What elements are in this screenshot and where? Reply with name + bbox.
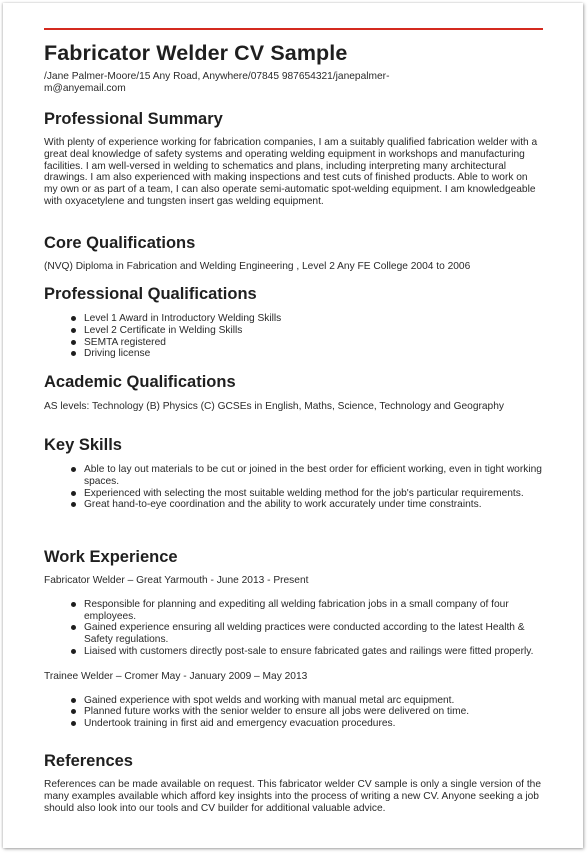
cv-title: Fabricator Welder CV Sample <box>44 41 348 65</box>
professional-section <box>44 284 543 360</box>
summary-section <box>44 109 543 208</box>
job-title: Fabricator Welder – Great Yarmouth - June 2013 - Present <box>44 575 309 586</box>
list-item: Responsible for planning and expediting all welding fabrication jobs in a small company of four employees. <box>84 599 543 623</box>
list-item: Experienced with selecting the most suitable welding method for the job's particular requirements. <box>84 488 543 500</box>
work-section <box>44 547 543 730</box>
cv-page <box>3 3 583 848</box>
job-duties-list <box>44 599 543 658</box>
job-duties-list <box>44 695 543 730</box>
skills-section <box>44 435 543 511</box>
references-section <box>44 751 543 814</box>
list-item: Gained experience ensuring all welding practices were conducted according to the latest Health & Safety regulations. <box>84 622 543 646</box>
professional-heading: Professional Qualifications <box>44 285 257 303</box>
list-item: Liaised with customers directly post-sale to ensure fabricated gates and railings were fitted properly. <box>84 646 543 658</box>
core-section <box>44 233 543 273</box>
list-item: Able to lay out materials to be cut or joined in the best order for efficient working, even in tight working spaces. <box>84 464 542 487</box>
list-item: Undertook training in first aid and emergency evacuation procedures. <box>84 718 543 730</box>
academic-section <box>44 372 543 413</box>
skills-list <box>44 464 543 511</box>
summary-text: With plenty of experience working for fabrication companies, I am a suitably qualified fabrication welder with a great deal knowledge of safety systems and operating welding equipment in workshops and manufacturing facilities. I am well-versed in welding to schematics and plans, including interpreting many architectural drawings. I am also experienced with making inspections and test cuts of finished products. Able to work on my own or as part of a team, I can also operate semi-automatic spot-welding equipment. I am knowledgeable with oxyacetylene and tungsten insert gas welding equipment. <box>44 137 538 207</box>
list-item: SEMTA registered <box>84 337 543 349</box>
list-item: Great hand-to-eye coordination and the ability to work accurately under time constraints. <box>84 499 543 511</box>
work-heading: Work Experience <box>44 548 178 566</box>
job-title: Trainee Welder – Cromer May - January 2009 – May 2013 <box>44 670 308 682</box>
top-accent-rule <box>44 28 543 30</box>
contact-line: /Jane Palmer-Moore/15 Any Road, Anywhere/07845 987654321/janepalmer-m@anyemail.com <box>44 71 390 95</box>
core-text: (NVQ) Diploma in Fabrication and Welding Engineering , Level 2 Any FE College 2004 to 2006 <box>44 261 471 272</box>
professional-list <box>44 313 543 360</box>
list-item: Level 2 Certificate in Welding Skills <box>84 325 543 337</box>
list-item: Planned future works with the senior welder to ensure all jobs were delivered on time. <box>84 706 543 718</box>
list-item: Driving license <box>84 348 543 360</box>
academic-text: AS levels: Technology (B) Physics (C) GCSEs in English, Maths, Science, Technology and Geography <box>44 401 504 412</box>
references-heading: References <box>44 752 133 770</box>
skills-heading: Key Skills <box>44 436 122 454</box>
list-item: Level 1 Award in Introductory Welding Skills <box>84 313 543 325</box>
list-item: Gained experience with spot welds and working with manual metal arc equipment. <box>84 695 543 707</box>
summary-heading: Professional Summary <box>44 110 223 128</box>
references-text: References can be made available on request. This fabricator welder CV sample is only a single version of the many examples available which afford key insights into the process of writing a new CV. Anyone seeking a job should also look into our tools and CV builder for additional valuable advice. <box>44 779 541 814</box>
core-heading: Core Qualifications <box>44 234 196 252</box>
academic-heading: Academic Qualifications <box>44 373 236 391</box>
